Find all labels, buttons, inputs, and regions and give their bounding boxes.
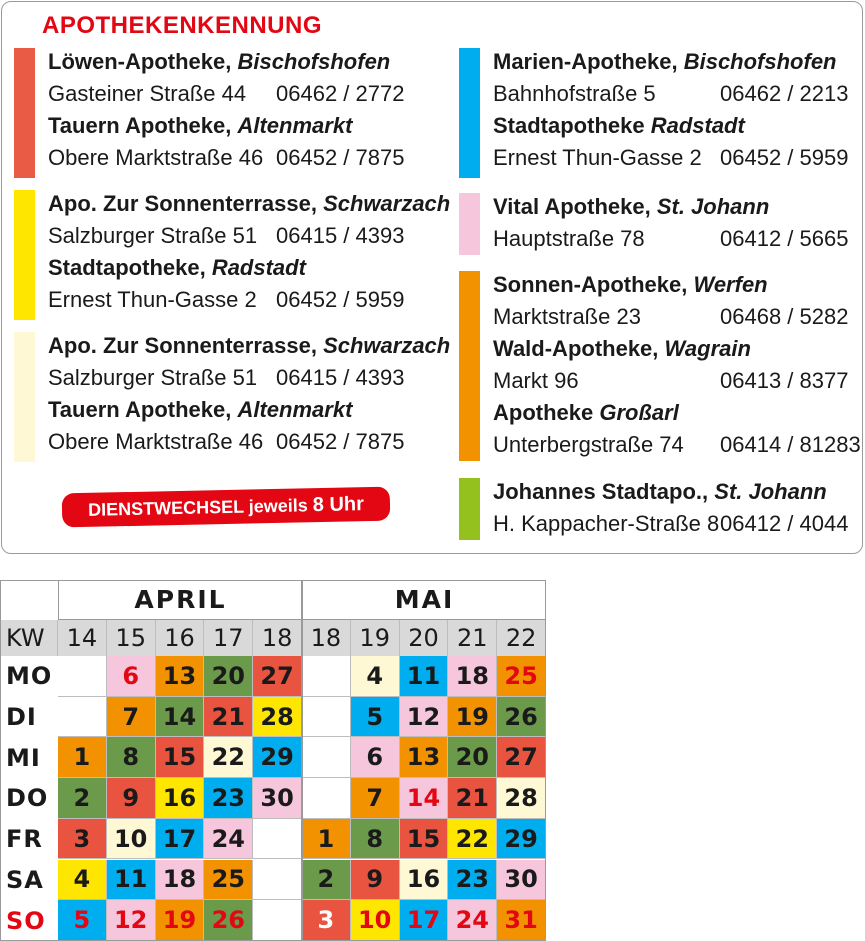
pharmacy-town: St. Johann bbox=[656, 194, 770, 219]
pharmacy-name bbox=[493, 48, 837, 80]
calendar-day: 18 bbox=[448, 656, 497, 697]
color-marker bbox=[459, 478, 480, 540]
pharmacy-address-line bbox=[48, 428, 405, 460]
pharmacy-name bbox=[48, 396, 352, 428]
pharmacy-title: Marien-Apotheke, bbox=[493, 49, 684, 74]
week-number: 22 bbox=[497, 620, 546, 656]
calendar-empty bbox=[58, 697, 107, 738]
pharmacy-town: Schwarzach bbox=[323, 191, 451, 216]
pharmacy-street: Gasteiner Straße 44 bbox=[48, 81, 247, 106]
shift-change-badge bbox=[62, 487, 391, 528]
pharmacy-town: Werfen bbox=[693, 272, 768, 297]
calendar-day: 12 bbox=[107, 900, 156, 941]
pharmacy-street: Obere Marktstraße 46 bbox=[48, 429, 264, 454]
pharmacy-town: Schwarzach bbox=[323, 333, 451, 358]
calendar-empty bbox=[253, 819, 302, 860]
pharmacy-phone: 06452 / 7875 bbox=[276, 429, 405, 454]
calendar-day: 21 bbox=[204, 697, 253, 738]
pharmacy-title: Löwen-Apotheke, bbox=[48, 49, 238, 74]
calendar-empty bbox=[302, 656, 351, 697]
week-number: 19 bbox=[351, 620, 400, 656]
pharmacy-entry bbox=[493, 478, 849, 542]
calendar-day: 18 bbox=[156, 860, 205, 901]
calendar-empty bbox=[253, 900, 302, 941]
pharmacy-address-line bbox=[493, 225, 849, 257]
weekday-label: FR bbox=[6, 825, 43, 854]
calendar-day: 9 bbox=[351, 860, 400, 901]
calendar-day: 5 bbox=[58, 900, 107, 941]
pharmacy-town: Bischofshofen bbox=[683, 49, 837, 74]
calendar-empty bbox=[253, 860, 302, 901]
pharmacy-phone: 06412 / 4044 bbox=[720, 511, 849, 536]
week-number: 14 bbox=[58, 620, 107, 656]
week-number: 18 bbox=[253, 620, 302, 656]
pharmacy-name bbox=[48, 48, 390, 80]
calendar-day: 2 bbox=[58, 778, 107, 819]
calendar-day: 6 bbox=[107, 656, 156, 697]
calendar-day: 17 bbox=[400, 900, 449, 941]
calendar-day: 24 bbox=[448, 900, 497, 941]
calendar-day: 11 bbox=[107, 860, 156, 901]
pharmacy-address-line bbox=[493, 510, 849, 542]
week-number: 17 bbox=[204, 620, 253, 656]
pharmacy-street: Ernest Thun-Gasse 2 bbox=[48, 287, 257, 312]
pharmacy-name bbox=[493, 478, 827, 510]
calendar-day: 4 bbox=[58, 860, 107, 901]
pharmacy-title: Johannes Stadtapo., bbox=[493, 479, 715, 504]
pharmacy-entry bbox=[493, 48, 849, 112]
pharmacy-phone: 06462 / 2213 bbox=[720, 81, 849, 106]
weekday-label: MO bbox=[6, 662, 53, 691]
calendar-day: 15 bbox=[156, 737, 205, 778]
week-number: 15 bbox=[107, 620, 156, 656]
pharmacy-entry bbox=[48, 254, 405, 318]
calendar-empty bbox=[58, 656, 107, 697]
pharmacy-name bbox=[48, 332, 450, 364]
calendar-day: 26 bbox=[204, 900, 253, 941]
calendar-day: 27 bbox=[497, 737, 546, 778]
pharmacy-address-line bbox=[493, 431, 861, 463]
pharmacy-phone: 06462 / 2772 bbox=[276, 81, 405, 106]
pharmacy-phone: 06452 / 5959 bbox=[276, 287, 405, 312]
weekday-label: DI bbox=[6, 703, 37, 732]
calendar-day: 26 bbox=[497, 697, 546, 738]
pharmacy-address-line bbox=[493, 80, 849, 112]
weekday-label: SO bbox=[6, 906, 46, 935]
calendar-day: 23 bbox=[448, 860, 497, 901]
pharmacy-title: Wald-Apotheke, bbox=[493, 336, 665, 361]
pharmacy-street: Bahnhofstraße 5 bbox=[493, 81, 656, 106]
pharmacy-street: Marktstraße 23 bbox=[493, 304, 641, 329]
color-marker bbox=[14, 48, 35, 178]
pharmacy-town: St. Johann bbox=[714, 479, 827, 504]
calendar-day: 6 bbox=[351, 737, 400, 778]
weekday-label: SA bbox=[6, 865, 44, 894]
calendar-day: 20 bbox=[204, 656, 253, 697]
pharmacy-title: Sonnen-Apotheke, bbox=[493, 272, 694, 297]
calendar-day: 5 bbox=[351, 697, 400, 738]
duty-calendar bbox=[0, 580, 546, 941]
pharmacy-name bbox=[493, 112, 745, 144]
pharmacy-name bbox=[48, 254, 306, 286]
pharmacy-town: Radstadt bbox=[211, 255, 306, 280]
calendar-day: 16 bbox=[156, 778, 205, 819]
pharmacy-name bbox=[493, 271, 768, 303]
pharmacy-address-line bbox=[48, 144, 405, 176]
calendar-day: 30 bbox=[253, 778, 302, 819]
pharmacy-phone: 06468 / 5282 bbox=[720, 304, 849, 329]
pharmacy-phone: 06415 / 4393 bbox=[276, 223, 405, 248]
calendar-day: 25 bbox=[204, 860, 253, 901]
pharmacy-entry bbox=[493, 335, 849, 399]
calendar-day: 16 bbox=[400, 860, 449, 901]
calendar-day: 3 bbox=[58, 819, 107, 860]
week-number: 16 bbox=[156, 620, 205, 656]
pharmacy-title: Tauern Apotheke, bbox=[48, 397, 238, 422]
pharmacy-title: Tauern Apotheke, bbox=[48, 113, 238, 138]
calendar-day: 21 bbox=[448, 778, 497, 819]
pharmacy-street: Markt 96 bbox=[493, 368, 579, 393]
pharmacy-entry bbox=[48, 190, 450, 254]
shift-change-text: DIENSTWECHSEL jeweils bbox=[87, 495, 313, 520]
month-header: MAI bbox=[302, 580, 546, 620]
calendar-day: 7 bbox=[351, 778, 400, 819]
calendar-day: 19 bbox=[448, 697, 497, 738]
calendar-day: 28 bbox=[253, 697, 302, 738]
pharmacy-entry bbox=[48, 396, 405, 460]
pharmacy-title: Apotheke bbox=[493, 400, 600, 425]
pharmacy-street: Hauptstraße 78 bbox=[493, 226, 645, 251]
pharmacy-address-line bbox=[493, 303, 849, 335]
pharmacy-address-line bbox=[493, 367, 849, 399]
pharmacy-entry bbox=[493, 399, 861, 463]
pharmacy-entry bbox=[493, 271, 849, 335]
pharmacy-phone: 06452 / 7875 bbox=[276, 145, 405, 170]
pharmacy-street: Unterbergstraße 74 bbox=[493, 432, 684, 457]
month-divider bbox=[301, 580, 303, 941]
calendar-day: 2 bbox=[302, 860, 351, 901]
pharmacy-street: Salzburger Straße 51 bbox=[48, 223, 258, 248]
pharmacy-entry bbox=[48, 332, 450, 396]
pharmacy-title: Apo. Zur Sonnenterrasse, bbox=[48, 333, 324, 358]
color-marker bbox=[459, 193, 480, 255]
calendar-day: 31 bbox=[497, 900, 546, 941]
calendar-day: 4 bbox=[351, 656, 400, 697]
calendar-day: 10 bbox=[107, 819, 156, 860]
calendar-day: 9 bbox=[107, 778, 156, 819]
pharmacy-name bbox=[493, 193, 769, 225]
calendar-day: 22 bbox=[204, 737, 253, 778]
pharmacy-title: Apo. Zur Sonnenterrasse, bbox=[48, 191, 324, 216]
pharmacy-name bbox=[493, 399, 684, 431]
calendar-day: 29 bbox=[253, 737, 302, 778]
pharmacy-name bbox=[48, 112, 352, 144]
pharmacy-town: Bischofshofen bbox=[237, 49, 391, 74]
color-marker bbox=[14, 190, 35, 320]
pharmacy-name bbox=[48, 190, 450, 222]
pharmacy-town: Radstadt bbox=[650, 113, 745, 138]
pharmacy-phone: 06412 / 5665 bbox=[720, 226, 849, 251]
calendar-empty bbox=[302, 737, 351, 778]
calendar-empty bbox=[302, 778, 351, 819]
pharmacy-entry bbox=[493, 112, 849, 176]
calendar-day: 23 bbox=[204, 778, 253, 819]
calendar-day: 14 bbox=[156, 697, 205, 738]
week-number: 21 bbox=[448, 620, 497, 656]
pharmacy-legend bbox=[1, 1, 863, 554]
week-number: 20 bbox=[400, 620, 449, 656]
kw-label: KW bbox=[0, 620, 58, 656]
pharmacy-address-line bbox=[48, 80, 405, 112]
calendar-day: 22 bbox=[448, 819, 497, 860]
pharmacy-street: Obere Marktstraße 46 bbox=[48, 145, 264, 170]
calendar-day: 13 bbox=[156, 656, 205, 697]
color-marker bbox=[459, 271, 480, 461]
pharmacy-address-line bbox=[48, 222, 450, 254]
calendar-day: 11 bbox=[400, 656, 449, 697]
calendar-day: 19 bbox=[156, 900, 205, 941]
pharmacy-title: Stadtapotheke, bbox=[48, 255, 212, 280]
pharmacy-address-line bbox=[493, 144, 849, 176]
weekday-label: MI bbox=[6, 743, 41, 772]
pharmacy-phone: 06413 / 8377 bbox=[720, 368, 849, 393]
shift-change-hour: 8 Uhr bbox=[312, 493, 365, 517]
calendar-day: 7 bbox=[107, 697, 156, 738]
pharmacy-street: Ernest Thun-Gasse 2 bbox=[493, 145, 702, 170]
pharmacy-address-line bbox=[48, 364, 450, 396]
pharmacy-town: Wagrain bbox=[664, 336, 751, 361]
month-header: APRIL bbox=[58, 580, 302, 620]
pharmacy-street: Salzburger Straße 51 bbox=[48, 365, 258, 390]
week-number: 18 bbox=[302, 620, 351, 656]
calendar-day: 24 bbox=[204, 819, 253, 860]
calendar-day: 25 bbox=[497, 656, 546, 697]
calendar-day: 8 bbox=[107, 737, 156, 778]
pharmacy-name bbox=[493, 335, 751, 367]
calendar-day: 1 bbox=[58, 737, 107, 778]
pharmacy-phone: 06414 / 81283 bbox=[720, 432, 861, 457]
color-marker bbox=[459, 48, 480, 178]
pharmacy-town: Großarl bbox=[599, 400, 679, 425]
calendar-day: 17 bbox=[156, 819, 205, 860]
pharmacy-entry bbox=[493, 193, 849, 257]
pharmacy-phone: 06415 / 4393 bbox=[276, 365, 405, 390]
pharmacy-entry bbox=[48, 48, 405, 112]
pharmacy-title: Vital Apotheke, bbox=[493, 194, 657, 219]
pharmacy-address-line bbox=[48, 286, 405, 318]
calendar-day: 13 bbox=[400, 737, 449, 778]
calendar-day: 3 bbox=[302, 900, 351, 941]
calendar-day: 27 bbox=[253, 656, 302, 697]
calendar-day: 15 bbox=[400, 819, 449, 860]
calendar-day: 8 bbox=[351, 819, 400, 860]
calendar-day: 12 bbox=[400, 697, 449, 738]
legend-title: APOTHEKENKENNUNG bbox=[42, 12, 323, 39]
pharmacy-town: Altenmarkt bbox=[237, 397, 353, 422]
pharmacy-town: Altenmarkt bbox=[237, 113, 353, 138]
pharmacy-street: H. Kappacher-Straße 8 bbox=[493, 511, 720, 536]
calendar-day: 28 bbox=[497, 778, 546, 819]
color-marker bbox=[14, 332, 35, 462]
calendar-day: 20 bbox=[448, 737, 497, 778]
pharmacy-phone: 06452 / 5959 bbox=[720, 145, 849, 170]
calendar-empty bbox=[302, 697, 351, 738]
calendar-day: 1 bbox=[302, 819, 351, 860]
calendar-day: 10 bbox=[351, 900, 400, 941]
pharmacy-title: Stadtapotheke bbox=[493, 113, 651, 138]
weekday-label: DO bbox=[6, 784, 49, 813]
calendar-day: 29 bbox=[497, 819, 546, 860]
pharmacy-entry bbox=[48, 112, 405, 176]
calendar-day: 14 bbox=[400, 778, 449, 819]
calendar-day: 30 bbox=[497, 860, 546, 901]
